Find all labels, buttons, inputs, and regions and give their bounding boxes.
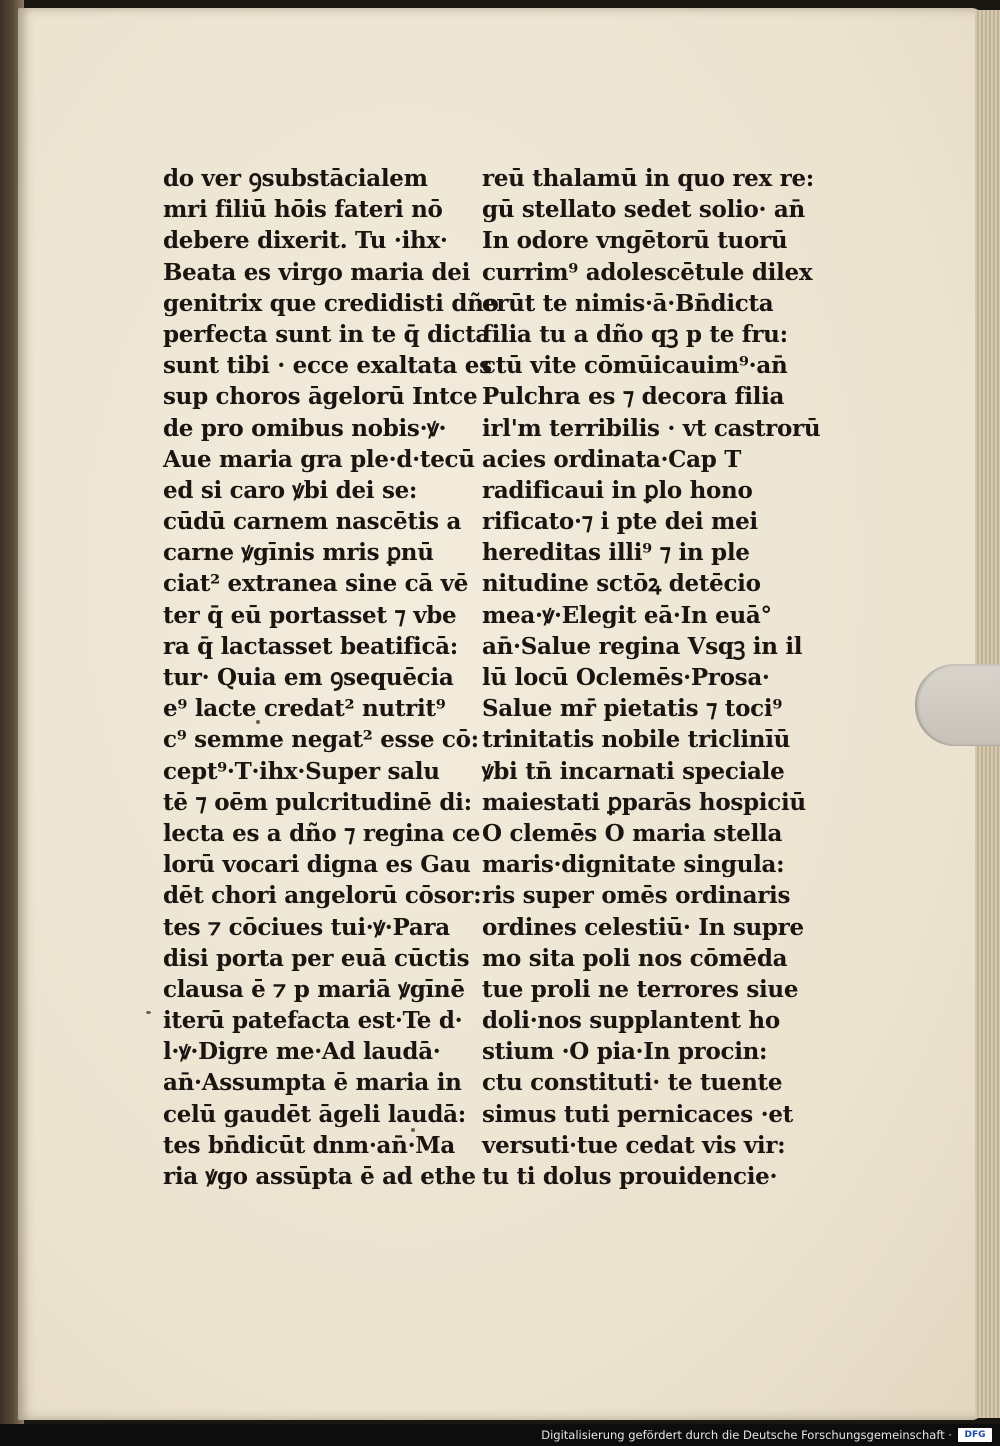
left-column-line: de pro omibus nobis·ꝟ· [163, 414, 447, 442]
left-column-line: debere dixerit. Tu ·ihx· [163, 227, 448, 255]
right-column-line: tue proli ne terrores siue [482, 975, 799, 1003]
right-column-line: O clemēs O maria stella [482, 819, 783, 847]
left-column-line: cūdū carnem nascētis a [163, 508, 462, 536]
left-column-line: dēt chori angelorū cōsor: [163, 882, 482, 910]
right-column-line: simus tuti pernicaces ·et [482, 1100, 793, 1128]
footer-credit: Digitalisierung gefördert durch die Deutsche Forschungsgemeinschaft · [541, 1428, 952, 1442]
left-column-line: lecta es a dño ⁊ regina ce [163, 819, 481, 847]
right-column-line: Pulchra es ⁊ decora filia [482, 383, 785, 411]
right-column-line: acies ordinata·Cap T [482, 445, 742, 473]
right-column-line: stium ·O pia·In procin: [482, 1038, 768, 1066]
right-column-line: rificato·⁊ i pte dei mei [482, 508, 758, 536]
dfg-logo: DFG [958, 1428, 992, 1442]
right-column-line: maris·dignitate singula: [482, 851, 785, 879]
right-column-line: tu ti dolus prouidencie· [482, 1163, 778, 1190]
footer-bar [0, 1424, 1000, 1446]
right-column-line: In odore vngētorū tuorū [482, 227, 788, 255]
left-column-line: sup choros āgelorū Intce [163, 383, 478, 411]
right-column-line: versuti·tue cedat vis vir: [482, 1131, 786, 1159]
right-column-line: filia tu a dño qꝫ p te fru: [482, 320, 788, 348]
right-column-line: trinitatis nobile triclinīū [482, 726, 791, 754]
left-column-line: clausa ē ⁊ p mariā ꝟgīnē [163, 975, 465, 1003]
left-column-line: iterū patefacta est·Te d· [163, 1007, 463, 1035]
right-column-line: ris super omēs ordinaris [482, 882, 791, 910]
left-column-line: ra q̄ lactasset beatificā: [163, 632, 458, 660]
left-column-line: disi porta per euā cūctis [163, 944, 470, 972]
right-column-line: Salue mr̄ pietatis ⁊ toci⁹ [482, 695, 783, 723]
left-column-line: mri filiū hōis fateri nō [163, 196, 443, 224]
left-column-line: carne ꝟgīnis mris ꝑnū [163, 539, 434, 567]
right-column-line: nitudine sctōꝝ detēcio [482, 570, 761, 598]
right-column-line: mo sita poli nos cōmēda [482, 944, 788, 972]
left-column-line: perfecta sunt in te q̄ dicta [163, 320, 490, 348]
right-column-line: ordines celestiū· In supre [482, 913, 804, 941]
right-column-line: an̄·Salue regina Vsqꝫ in il [482, 632, 803, 660]
right-column-line: radificaui in ꝑlo hono [482, 476, 753, 504]
right-column-line: irl'm terribilis · vt castrorū [482, 414, 821, 442]
left-column-line: genitrix que credidisti dño [163, 289, 499, 317]
right-column-line: currim⁹ adolescētule dilex [482, 258, 813, 286]
clip-tab [915, 664, 1000, 746]
left-column-line: ciat² extranea sine cā vē [163, 570, 469, 598]
right-column-line: ctu constituti· te tuente [482, 1069, 783, 1097]
ink-speck [146, 1011, 151, 1014]
right-column-line: hereditas illi⁹ ⁊ in ple [482, 539, 750, 567]
right-column-line: ctū vite cōmūicauim⁹·an̄ [482, 352, 788, 380]
left-column-line: Aue maria gra ple·d·tecū [163, 445, 475, 473]
left-column-line: cept⁹·T·ihx·Super salu [163, 757, 440, 785]
left-column-line: tē ⁊ oēm pulcritudinē di: [163, 788, 472, 816]
right-column-line: erūt te nimis·ā·Bn̄dicta [482, 289, 774, 317]
right-column-line: reū thalamū in quo rex re: [482, 165, 814, 192]
right-column-line: doli·nos supplantent ho [482, 1007, 780, 1035]
left-column-line: tur· Quia em ꝯsequēcia [163, 664, 454, 691]
left-column-line: celū gaudēt āgeli laudā: [163, 1100, 466, 1128]
left-column-line: ter q̄ eū portasset ⁊ vbe [163, 601, 457, 629]
right-column-line: ꝟbi tn̄ incarnati speciale [482, 757, 785, 785]
left-column-line: e⁹ lacte credat² nutrit⁹ [163, 695, 446, 723]
right-column-line: mea·ꝟ·Elegit eā·In euā° [482, 601, 772, 629]
right-column-line: lū locū Oclemēs·Prosa· [482, 664, 770, 691]
left-column-line: Beata es virgo maria dei [163, 258, 471, 286]
left-column-line: sunt tibi · ecce exaltata es [163, 352, 492, 380]
right-text-column [482, 163, 821, 1192]
left-column-line: l·ꝟ·Digre me·Ad laudā· [163, 1038, 441, 1066]
left-column-line: lorū vocari digna es Gau [163, 851, 471, 879]
left-column-line: tes ⁊ cōciues tui·ꝟ·Para [163, 913, 450, 941]
left-column-line: tes bn̄dicūt dnm·an̄·Ma [163, 1131, 456, 1159]
right-column-line: maiestati ꝑparās hospiciū [482, 788, 806, 816]
left-column-line: an̄·Assumpta ē maria in [163, 1069, 462, 1097]
right-column-line: gū stellato sedet solio· an̄ [482, 196, 805, 224]
left-text-column [163, 163, 499, 1192]
left-column-line: do ver ꝯsubstācialem [163, 165, 428, 192]
left-column-line: c⁹ semme negat² esse cō: [163, 726, 479, 754]
left-column-line: ria ꝟgo assūpta ē ad ethe [163, 1163, 476, 1190]
left-column-line: ed si caro ꝟbi dei se: [163, 476, 418, 504]
